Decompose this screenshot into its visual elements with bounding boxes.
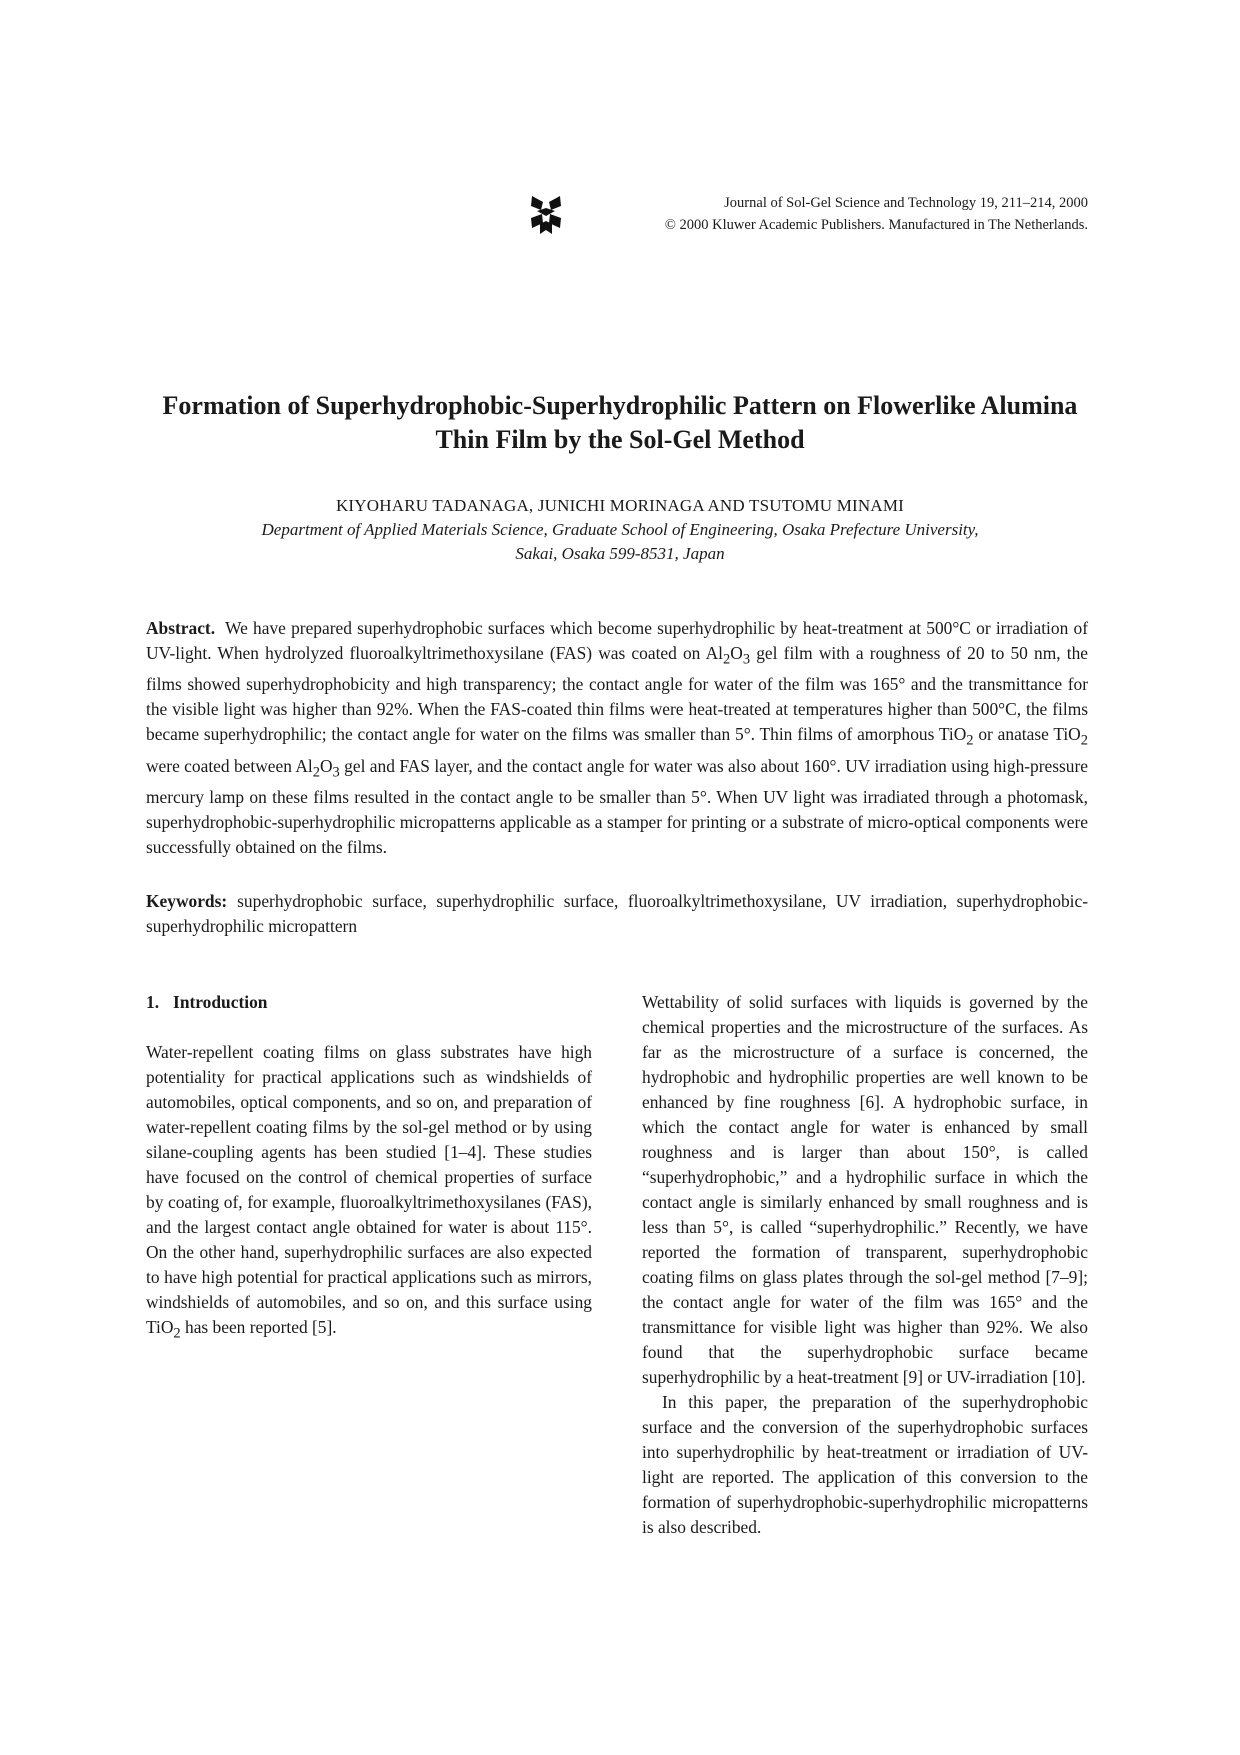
section-number: 1. <box>146 992 160 1012</box>
affiliation-line-1: Department of Applied Materials Science, Graduate School of Engineering, Osaka Prefecture University, <box>261 520 979 539</box>
intro-paragraph-2-continued: Wettability of solid surfaces with liquids is governed by the chemical properties and the microstructure of the surfaces. As far as the microstructure of a surface is concerned, the hydrophobic and hydrophilic properties are well known to be enhanced by fine roughness [6]. A hydrophobic surface, in which the contact angle for water is enhanced by small roughness and is larger than about 150°, is called “superhydrophobic,” and a hydrophilic surface in which the contact angle is similarly enhanced by small roughness and is less than 5°, is called “superhydrophilic.” Recently, we have reported the formation of transparent, superhydrophobic coating films on glass plates through the sol-gel method [7–9]; the contact angle for water of the film was 165° and the transmittance for visible light was higher than 92%. We also found that the superhydrophobic surface became superhydrophilic by a heat-treatment [9] or UV-irradiation [10]. <box>642 992 1088 1387</box>
affiliation <box>140 518 1100 566</box>
section-heading-introduction <box>146 990 592 1015</box>
keywords-text: superhydrophobic surface, superhydrophilic surface, fluoroalkyltrimethoxysilane, UV irradiation, superhydrophobic-superhydrophilic micropattern <box>146 891 1088 936</box>
journal-citation: Journal of Sol-Gel Science and Technology 19, 211–214, 2000 <box>724 195 1088 211</box>
body-column-right <box>642 990 1088 1540</box>
paper-title: Formation of Superhydrophobic-Superhydrophilic Pattern on Flowerlike Alumina Thin Film by the Sol-Gel Method <box>162 391 1078 454</box>
intro-paragraph-3: In this paper, the preparation of the superhydrophobic surface and the conversion of the superhydrophobic surfaces into superhydrophilic by heat-treatment or irradiation of UV-light are reported. The application of this conversion to the formation of superhydrophobic-superhydrophilic micropatterns is also described. <box>642 1392 1088 1537</box>
kluwer-logo-icon <box>528 194 564 236</box>
keywords <box>146 889 1088 939</box>
journal-header <box>528 192 1088 236</box>
intro-paragraph-1: Water-repellent coating films on glass substrates have high potentiality for practical applications such as windshields of automobiles, optical components, and so on, and preparation of water-repellent coating films by the sol-gel method or by using silane-coupling agents has been studied [1–4]. These studies have focused on the control of chemical properties of surface by coating of, for example, fluoroalkyltrimethoxysilanes (FAS), and the largest contact angle obtained for water is about 115°. On the other hand, superhydrophilic surfaces are also expected to have high potential for practical applications such as mirrors, windshields of automobiles, and so on, and this surface using TiO$_2$ has been reported [5]. <box>146 1042 592 1342</box>
author-list: KIYOHARU TADANAGA, JUNICHI MORINAGA AND TSUTOMU MINAMI <box>335 496 905 515</box>
affiliation-line-2: Sakai, Osaka 599-8531, Japan <box>515 544 725 563</box>
section-title: Introduction <box>173 992 268 1012</box>
keywords-label: Keywords: <box>146 891 228 911</box>
abstract: Abstract. We have prepared superhydrophobic surfaces which become superhydrophilic by heat-treatment at 500°C or irradiation of UV-light. When hydrolyzed fluoroalkyltrimethoxysilane (FAS) was coated on $Al_2O_3$ gel film with a roughness of 20 to 50 nm, the films showed superhydrophobicity and high transparency; the contact angle for water of the film was 165° and the transmittance for the visible light was higher than 92%. When the FAS-coated thin films were heat-treated at temperatures higher than 500°C, the films became superhydrophilic; the contact angle for water on the films was smaller than 5°. Thin films of amorphous TiO$_2$ or anatase TiO$_2$ were coated between $Al_2O_3$ gel and FAS layer, and the contact angle for water was also about 160°. UV irradiation using high-pressure mercury lamp on these films resulted in the contact angle to be smaller than 5°. When UV light was irradiated through a photomask, superhydrophobic-superhydrophilic micropatterns applicable as a stamper for printing or a substrate of micro-optical components were successfully obtained on the films. <box>146 618 1089 858</box>
copyright-symbol: © <box>664 217 676 233</box>
body-column-left <box>146 990 592 1346</box>
abstract-label: Abstract. <box>146 618 216 638</box>
publisher-line: © 2000 Kluwer Academic Publishers. Manufactured in The Netherlands. <box>664 217 1088 233</box>
